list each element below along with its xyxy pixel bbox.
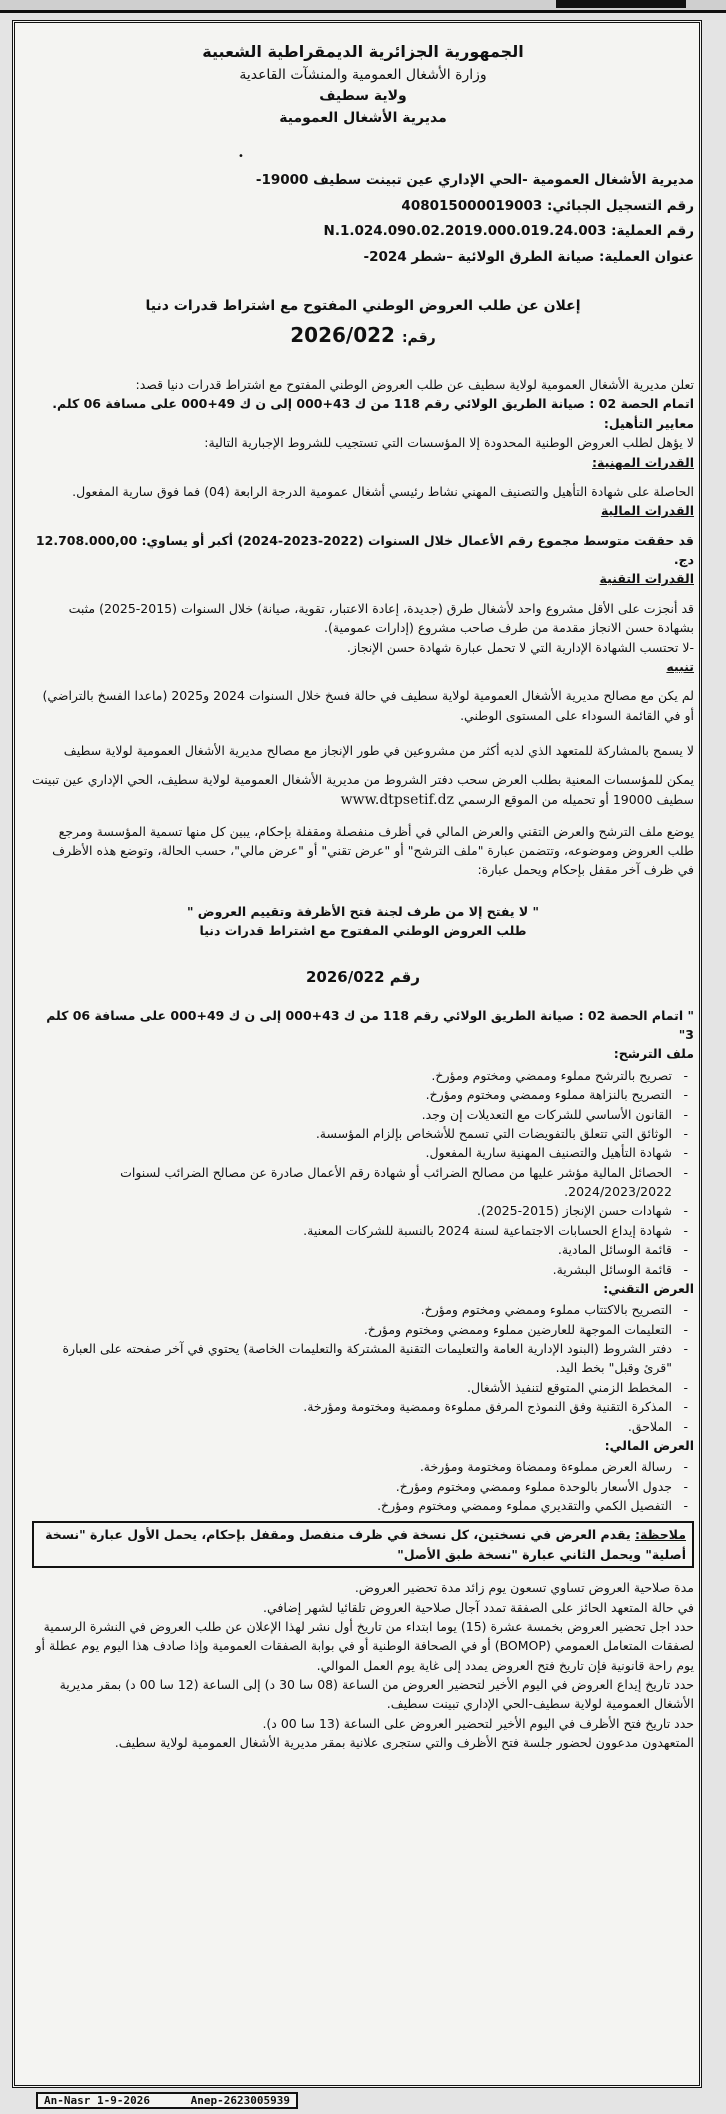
notice-number <box>32 320 694 351</box>
professional-text: الحاصلة على شهادة التأهيل والتصنيف المهني نشاط رئيسي أشغال عمومية الدرجة الرابعة (04) فما فوق سارية المفعول. <box>72 483 694 499</box>
closing-line: حدد تاريخ فتح الأظرف في اليوم الأخير لتحضير العروض على الساعة (13 سا 00 د). <box>262 1715 694 1731</box>
top-strip <box>0 0 726 13</box>
list-item: - التصريح بالاكتتاب مملوء وممضي ومختوم ومؤرخ. <box>32 1300 694 1319</box>
list-item: - الحصائل المالية مؤشر عليها من مصالح الضرائب أو شهادة رقم الأعمال صادرة عن مصالح الضرائب لسنوات 2024/2023/2022. <box>32 1163 694 1202</box>
warning-heading: تنبيه <box>666 658 694 674</box>
website-link[interactable]: www.dtpsetif.dz <box>340 791 454 808</box>
financial-offer-list <box>32 1457 694 1515</box>
footer-publication <box>36 2092 298 2109</box>
technical-heading: القدرات التقنية <box>599 571 694 587</box>
list-item: - القانون الأساسي للشركات مع التعديلات إن وجد. <box>32 1105 694 1124</box>
list-item: - الوثائق التي تتعلق بالتفويضات التي تسمح للأشخاص بإلزام المؤسسة. <box>32 1124 694 1143</box>
intro-lot: اتمام الحصة 02 : صيانة الطريق الولائي رقم 118 من ك 43+000 إلى ن ك 49+000 على مسافة 06 كلم. <box>52 396 694 412</box>
address-line: مديرية الأشغال العمومية -الحي الإداري عين تبينت سطيف 19000- <box>255 171 694 188</box>
reference-block <box>32 168 694 271</box>
operation-number-line: رقم العملية: N.1.024.090.02.2019.000.019.24.003 <box>323 223 694 240</box>
list-item: - الملاحق. <box>32 1417 694 1436</box>
warning-text-2: لا يسمح بالمشاركة للمتعهد الذي لديه أكثر من مشروعين في طور الإنجاز مع مصالح مديرية الأشغال العمومية لولاية سطيف <box>63 743 694 759</box>
envelope-lot: " اتمام الحصة 02 : صيانة الطريق الولائي رقم 118 من ك 43+000 إلى ن ك 49+000 على مسافة 06 كلم 3" <box>46 1007 694 1043</box>
list-item: - قائمة الوسائل المادية. <box>32 1240 694 1259</box>
letterhead <box>32 40 694 130</box>
list-item: - دفتر الشروط (البنود الإدارية العامة والتعليمات التقنية المشتركة والتعليمات الخاصة) يحتوي في آخر صفحته على العبارة "قرئ وقبل" بخط اليد. <box>32 1339 694 1378</box>
notice-title: إعلان عن طلب العروض الوطني المفتوح مع اشتراط قدرات دنيا <box>145 298 581 315</box>
notice-number-label: رقم: <box>401 330 436 347</box>
closing-line: حدد اجل تحضير العروض بخمسة عشرة (15) يوما ابتداء من تاريخ أول نشر لهذا الإعلان عن طلب العروض في النشرة الرسمية لصفقات المتعامل العمومي (BOMOP) أو في الصحافة الوطنية أو في بوابة الصفقات العمومية وإذا صادف هذا اليوم يوم عطلة أو يوم راحة قانونية فإن تاريخ فتح العروض يمدد إلى غاية يوم العمل الموالي. <box>35 1618 694 1673</box>
closing-line: في حالة المتعهد الحائز على الصفقة تمدد آجال صلاحية العروض تلقائيا لشهر إضافي. <box>262 1599 694 1615</box>
notice-content <box>32 40 694 1753</box>
technical-offer-list <box>32 1300 694 1436</box>
financial-text: قد حققت متوسط مجموع رقم الأعمال خلال السنوات (2022-2023-2024) أكبر أو يساوي: 12.708.000,00 دج. <box>35 532 694 568</box>
warning-text-3-body: يمكن للمؤسسات المعنية بطلب العرض سحب دفتر الشروط من مديرية الأشغال العمومية لولاية سطيف، الحي الإداري عين تبينت سطيف 19000 أو تحميله من الموقع الرسمي <box>32 772 694 807</box>
republic-line: الجمهورية الجزائرية الديمقراطية الشعبية <box>202 42 524 61</box>
stray-mark: • <box>238 151 244 162</box>
professional-heading: القدرات المهنية: <box>592 454 694 470</box>
application-list <box>32 1066 694 1279</box>
technical-text: قد أنجزت على الأقل مشروع واحد لأشغال طرق (جديدة، إعادة الاعتبار، تقوية، صيانة) خلال السنوات (2015-2025) مثبت بشهادة حسن الانجاز مقدمة من طرف صاحب مشروع (إدارات عمومية). <box>68 600 694 636</box>
list-item: - التعليمات الموجهة للعارضين مملوء وممضي ومختوم ومؤرخ. <box>32 1320 694 1339</box>
envelope-line-2: طلب العروض الوطني المفتوح مع اشتراط قدرات دنيا <box>199 923 527 939</box>
operation-title-line: عنوان العملية: صيانة الطرق الولائية –شطر 2024- <box>363 248 694 265</box>
intro-block <box>32 375 694 453</box>
list-item: - شهادة التأهيل والتصنيف المهنية سارية المفعول. <box>32 1143 694 1162</box>
closing-block <box>32 1578 694 1752</box>
envelope-label <box>32 902 694 941</box>
notice-number-value: 2026/022 <box>290 323 395 348</box>
note-text: يقدم العرض في نسختين، كل نسخة في ظرف منفصل ومقفل بإحكام، يحمل الأول عبارة "نسخة أصلية" ويحمل الثاني عبارة "نسخة طبق الأصل" <box>45 1527 686 1562</box>
closing-line: المتعهدون مدعوون لحضور جلسة فتح الأظرف والتي ستجرى علانية بمقر مديرية الأشغال العمومية لولاية سطيف. <box>114 1735 694 1751</box>
tax-id-line: رقم التسجيل الجبائي: 408015000019003 <box>401 197 694 214</box>
corner-mark <box>556 0 686 8</box>
warning-text-4: يوضع ملف الترشح والعرض التقني والعرض المالي في أظرف منفصلة ومقفلة بإحكام، يبين كل منها تسمية المؤسسة ومرجع طلب العروض وموضوعه، وتتضمن عبارة "ملف الترشح" أو "عرض تقني" أو "عرض مالي"، حسب الحالة، وتوضع هذه الأظرف في ظرف آخر مقفل بإحكام ويحمل عبارة: <box>52 823 694 878</box>
list-item: - المذكرة التقنية وفق النموذج المرفق مملوءة وممضية ومختومة ومؤرخة. <box>32 1397 694 1416</box>
list-item: - المخطط الزمني المتوقع لتنفيذ الأشغال. <box>32 1378 694 1397</box>
closing-line: مدة صلاحية العروض تساوي تسعون يوم زائد مدة تحضير العروض. <box>354 1580 694 1596</box>
envelope-number: رقم 2026/022 <box>306 968 420 987</box>
list-item: - قائمة الوسائل البشرية. <box>32 1260 694 1279</box>
list-item: - شهادة إيداع الحسابات الاجتماعية لسنة 2024 بالنسبة للشركات المعنية. <box>32 1221 694 1240</box>
envelope-line-1: " لا يفتح إلا من طرف لجنة فتح الأظرفة وتقييم العروض " <box>186 903 540 919</box>
criteria-heading: معايير التأهيل: <box>603 415 694 431</box>
warning-text-1: لم يكن مع مصالح مديرية الأشغال العمومية لولاية سطيف في حالة فسخ خلال السنوات 2024 و2025 (ماعدا الفسخ بالتراضي) أو في القائمة السوداء على المستوى الوطني. <box>42 688 694 723</box>
application-heading: ملف الترشح: <box>613 1046 694 1062</box>
criteria-text: لا يؤهل لطلب العروض الوطنية المحدودة إلا المؤسسات التي تستجيب للشروط الإجبارية التالية: <box>204 435 694 451</box>
list-item: - جدول الأسعار بالوحدة مملوء وممضي ومختوم ومؤرخ. <box>32 1477 694 1496</box>
footer-anep-code: Anep-2623005939 <box>190 2094 290 2107</box>
warning-text-3 <box>32 770 694 811</box>
directorate-line: مديرية الأشغال العمومية <box>279 110 447 127</box>
note-box <box>32 1521 694 1568</box>
list-item: - شهادات حسن الإنجاز (2015-2025). <box>32 1201 694 1220</box>
financial-heading: القدرات المالية <box>600 503 694 519</box>
note-label: ملاحظة: <box>635 1527 686 1543</box>
intro-announce: تعلن مديرية الأشغال العمومية لولاية سطيف عن طلب العروض الوطني المفتوح مع اشتراط قدرات دنيا قصد: <box>135 377 694 393</box>
technical-offer-heading: العرض التقني: <box>603 1280 694 1296</box>
ministry-line: وزارة الأشغال العمومية والمنشآت القاعدية <box>239 66 487 83</box>
footer-newspaper: An-Nasr 1-9-2026 <box>44 2094 150 2107</box>
list-item: - رسالة العرض مملوءة وممضاة ومختومة ومؤرخة. <box>32 1457 694 1476</box>
financial-offer-heading: العرض المالي: <box>604 1437 694 1453</box>
list-item: - تصريح بالترشح مملوء وممضي ومختوم ومؤرخ. <box>32 1066 694 1085</box>
list-item: - التفصيل الكمي والتقديري مملوء وممضي ومختوم ومؤرخ. <box>32 1496 694 1515</box>
list-item: - التصريح بالنزاهة مملوء وممضي ومختوم ومؤرخ. <box>32 1085 694 1104</box>
technical-note: -لا تحتسب الشهادة الإدارية التي لا تحمل عبارة شهادة حسن الإنجاز. <box>346 639 694 655</box>
wilaya-line: ولاية سطيف <box>319 88 407 105</box>
closing-line: حدد تاريخ إيداع العروض في اليوم الأخير لتحضير العروض من الساعة (08 سا 30 د) إلى الساعة (12 سا 00 د) بمقر مديرية الأشغال العمومية لولاية سطيف-الحي الإداري تبينت سطيف. <box>59 1677 694 1712</box>
